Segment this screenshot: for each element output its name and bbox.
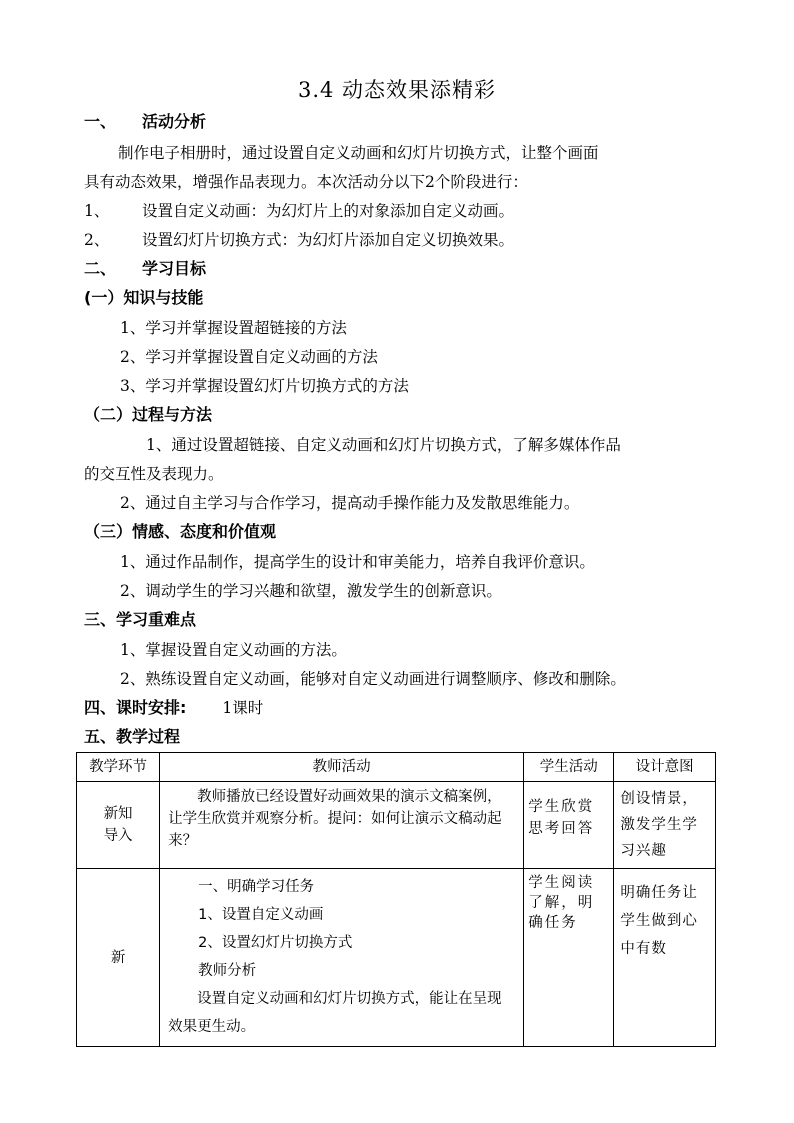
section-heading-key-points: 三、学习重难点 <box>84 610 197 629</box>
student-activity-cell <box>524 782 614 869</box>
stage-cell <box>77 782 160 869</box>
subsection-heading: （二）过程与方法 <box>84 405 213 424</box>
class-hours-value: 1课时 <box>222 699 264 717</box>
section-number: 二、 <box>84 259 117 278</box>
list-number: 2、 <box>84 231 110 249</box>
section-heading-class-hours: 四、课时安排: <box>84 698 187 717</box>
paragraph-line: 制作电子相册时，通过设置自定义动画和幻灯片切换方式，让整个画面 <box>118 144 599 162</box>
document-title: 3.4 动态效果添精彩 <box>297 78 497 102</box>
teaching-process-table <box>76 752 716 1047</box>
list-text: 设置自定义动画：为幻灯片上的对象添加自定义动画。 <box>142 202 515 220</box>
teacher-activity-cell <box>160 869 524 1047</box>
design-intent-text: 创设情景，激发学生学习兴趣 <box>620 791 698 859</box>
stage-cell: 新 <box>77 869 160 1047</box>
list-item: 1、学习并掌握设置超链接的方法 <box>120 319 347 337</box>
paragraph-line: 具有动态效果，增强作品表现力。本次活动分以下2个阶段进行： <box>84 173 528 191</box>
table-header-row <box>77 753 716 782</box>
table-row <box>77 782 716 869</box>
teacher-line: 教师分析 <box>198 963 257 979</box>
paragraph-line: 1、通过设置超链接、自定义动画和幻灯片切换方式，了解多媒体作品 <box>146 436 621 454</box>
student-activity-text: 学生阅读了解，明确任务 <box>528 875 595 931</box>
column-header: 教学环节 <box>77 753 160 782</box>
list-text: 设置幻灯片切换方式：为幻灯片添加自定义切换效果。 <box>142 231 515 249</box>
section-title: 活动分析 <box>142 112 207 131</box>
column-header: 设计意图 <box>614 753 716 782</box>
teacher-line: 一、明确学习任务 <box>198 879 315 895</box>
student-activity-text: 学生欣赏思考回答 <box>528 799 595 837</box>
list-item: 2、熟练设置自定义动画，能够对自定义动画进行调整顺序、修改和删除。 <box>120 670 626 688</box>
subsection-heading: (一）知识与技能 <box>84 288 204 307</box>
list-item: 1、通过作品制作，提高学生的设计和审美能力，培养自我评价意识。 <box>120 553 595 571</box>
section-heading-teaching-process: 五、教学过程 <box>84 727 181 746</box>
class-hours-row <box>84 698 263 718</box>
teacher-activity-cell <box>160 782 524 869</box>
subsection-heading: （三）情感、态度和价值观 <box>84 522 277 541</box>
list-item: 2、学习并掌握设置自定义动画的方法 <box>120 348 378 366</box>
stage-line: 新知 <box>103 806 133 822</box>
teacher-line: 1、设置自定义动画 <box>198 907 324 923</box>
section-number: 一、 <box>84 112 117 131</box>
list-item <box>84 230 514 250</box>
list-item: 3、学习并掌握设置幻灯片切换方式的方法 <box>120 377 409 395</box>
teacher-line: 2、设置幻灯片切换方式 <box>198 935 353 951</box>
design-intent-cell <box>614 782 716 869</box>
list-item: 2、调动学生的学习兴趣和欲望，激发学生的创新意识。 <box>120 582 502 600</box>
list-item: 1、掌握设置自定义动画的方法。 <box>120 641 347 659</box>
column-header: 学生活动 <box>524 753 614 782</box>
teacher-activity-text: 教师播放已经设置好动画效果的演示文稿案例，让学生欣赏并观察分析。提问：如何让演示文稿动起来？ <box>168 789 502 849</box>
paragraph-line: 的交互性及表现力。 <box>84 465 224 483</box>
teacher-paragraph: 设置自定义动画和幻灯片切换方式，能让在呈现效果更生动。 <box>168 991 502 1035</box>
table-row <box>77 869 716 1047</box>
section-title: 学习目标 <box>142 259 207 278</box>
stage-line: 导入 <box>103 828 133 844</box>
list-item <box>84 201 514 221</box>
design-intent-text: 明确任务让学生做到心中有数 <box>620 885 698 957</box>
list-number: 1、 <box>84 202 110 220</box>
student-activity-cell <box>524 869 614 1047</box>
section-heading-activity-analysis <box>84 112 206 132</box>
column-header: 教师活动 <box>160 753 524 782</box>
section-heading-learning-goals <box>84 259 206 279</box>
list-item: 2、通过自主学习与合作学习，提高动手操作能力及发散思维能力。 <box>120 494 580 512</box>
design-intent-cell <box>614 869 716 1047</box>
